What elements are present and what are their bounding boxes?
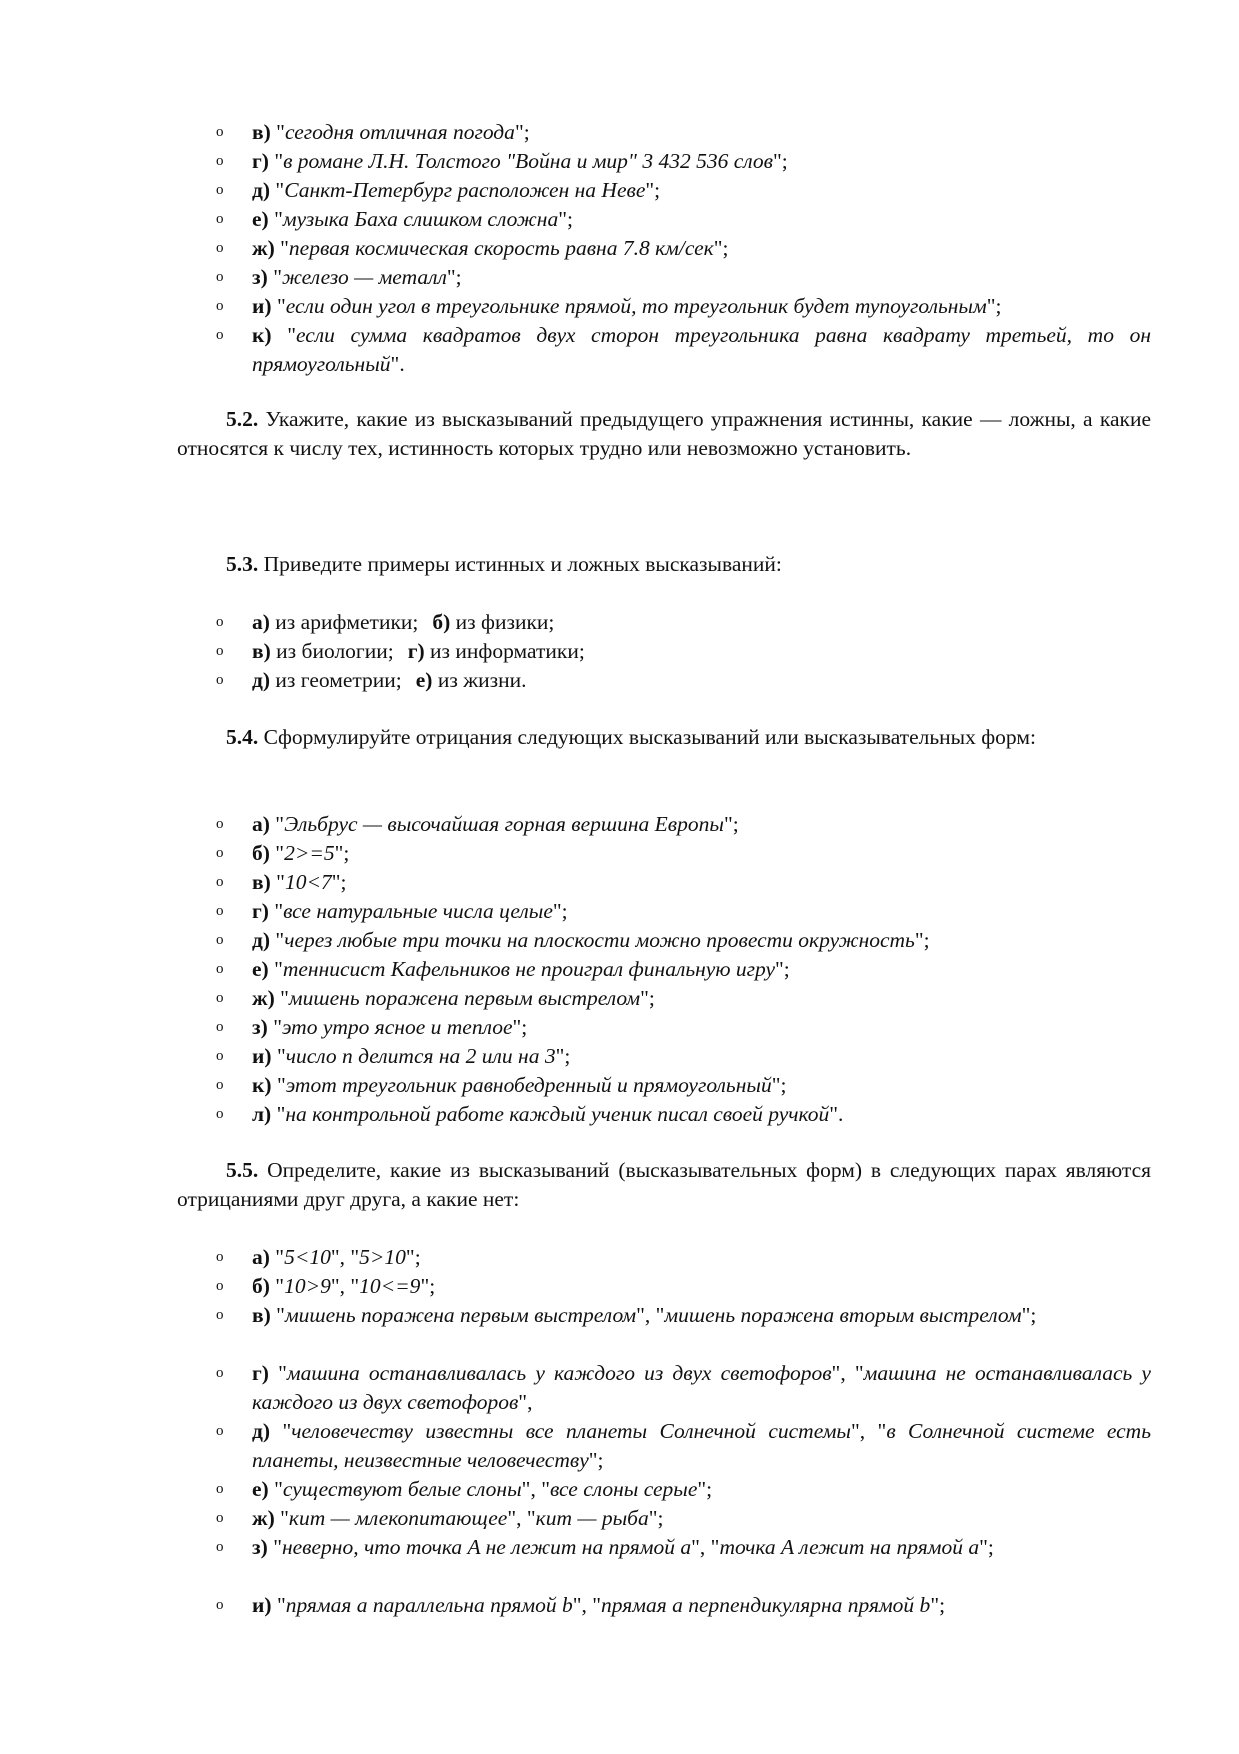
- item-letter: к): [252, 323, 272, 347]
- list-item: o е) "теннисист Кафельников не проиграл финальную игру";: [0, 955, 1239, 984]
- bullet-icon: o: [216, 1423, 224, 1439]
- item-text: из биологии;: [270, 639, 394, 663]
- exercise-5-3-list: [0, 608, 1239, 695]
- list-item: o л) "на контрольной работе каждый ученик писал своей ручкой".: [0, 1100, 1239, 1129]
- item-letter: л): [252, 1102, 272, 1126]
- list-item: o а) "Эльбрус — высочайшая горная вершина Европы";: [0, 810, 1239, 839]
- bullet-icon: o: [216, 1481, 224, 1497]
- list-item: o д) "человечеству известны все планеты Солнечной системы", "в Солнечной системе есть планеты, неизвестные человечеству";: [216, 1419, 1151, 1472]
- item-letter: г): [252, 149, 269, 173]
- item-letter: з): [252, 1015, 268, 1039]
- item-statement: неверно, что точка A не лежит на прямой a: [281, 1535, 692, 1559]
- bullet-icon: o: [216, 269, 224, 285]
- bullet-icon: o: [216, 1365, 224, 1381]
- list-item: o е) "существуют белые слоны", "все слоны серые";: [0, 1475, 1239, 1504]
- bullet-icon: o: [216, 845, 224, 861]
- list-item: [0, 608, 1239, 637]
- bullet-icon: o: [216, 1077, 224, 1093]
- item-statement: Эльбрус — высочайшая горная вершина Европы: [284, 812, 724, 836]
- item-statement: кит — рыба: [535, 1506, 649, 1530]
- item-statement: теннисист Кафельников не проиграл финальную игру: [282, 957, 776, 981]
- bullet-icon: o: [216, 1597, 224, 1613]
- item-statement: железо — металл: [281, 265, 447, 289]
- bullet-icon: o: [216, 672, 224, 688]
- item-statement: на контрольной работе каждый ученик писал своей ручкой: [285, 1102, 830, 1126]
- bullet-icon: o: [216, 211, 224, 227]
- bullet-icon: o: [216, 298, 224, 314]
- item-letter: б): [432, 610, 451, 634]
- bullet-icon: o: [216, 327, 224, 343]
- item-letter: г): [252, 1361, 269, 1385]
- list-item: o з) "железо — металл";: [0, 263, 1239, 292]
- item-letter: в): [252, 639, 271, 663]
- item-statement: число n делится на 2 или на 3: [285, 1044, 556, 1068]
- item-letter: д): [252, 1419, 271, 1443]
- item-statement: машина не останавливалась у каждого из двух светофоров: [252, 1361, 1151, 1414]
- item-statement: первая космическая скорость равна 7.8 км/сек: [288, 236, 714, 260]
- bullet-icon: o: [216, 182, 224, 198]
- item-letter: д): [252, 928, 271, 952]
- item-letter: в): [252, 1303, 271, 1327]
- item-letter: ж): [252, 236, 275, 260]
- item-statement: все слоны серые: [549, 1477, 698, 1501]
- bullet-icon: o: [216, 990, 224, 1006]
- item-statement: прямая a параллельна прямой b: [285, 1593, 573, 1617]
- list-item: o в) "сегодня отличная погода";: [0, 118, 1239, 147]
- item-letter: г): [252, 899, 269, 923]
- bullet-icon: o: [216, 1539, 224, 1555]
- item-statement: все натуральные числа целые: [283, 899, 553, 923]
- item-letter: е): [252, 957, 269, 981]
- list-item: o и) "если один угол в треугольнике прямой, то треугольник будет тупоугольным";: [0, 292, 1239, 321]
- item-letter: е): [252, 1477, 269, 1501]
- exercise-5-2: [177, 405, 1151, 463]
- bullet-icon: o: [216, 1278, 224, 1294]
- list-item: o ж) "кит — млекопитающее", "кит — рыба";: [0, 1504, 1239, 1533]
- item-letter: з): [252, 1535, 268, 1559]
- bullet-icon: o: [216, 153, 224, 169]
- item-letter: б): [252, 841, 270, 865]
- list-item: [0, 666, 1239, 695]
- list-item: o к) "этот треугольник равнобедренный и прямоугольный";: [0, 1071, 1239, 1100]
- bullet-icon: o: [216, 1307, 224, 1323]
- list-item: o д) "через любые три точки на плоскости можно провести окружность";: [0, 926, 1239, 955]
- item-letter: з): [252, 265, 268, 289]
- item-statement: в Солнечной системе есть планеты, неизвестные человечеству: [252, 1419, 1151, 1472]
- item-letter: б): [252, 1274, 270, 1298]
- item-letter: а): [252, 610, 270, 634]
- list-item: o в) "10<7";: [0, 868, 1239, 897]
- item-statement: это утро ясное и теплое: [281, 1015, 513, 1039]
- item-text: из физики;: [450, 610, 555, 634]
- item-statement: 2>=5: [284, 841, 335, 865]
- item-letter: и): [252, 1044, 272, 1068]
- item-letter: ж): [252, 1506, 275, 1530]
- bullet-icon: o: [216, 932, 224, 948]
- item-letter: и): [252, 1593, 272, 1617]
- item-statement: музыка Баха слишком сложна: [282, 207, 559, 231]
- item-letter: г): [407, 639, 425, 663]
- bullet-icon: o: [216, 874, 224, 890]
- item-statement: мишень поражена первым выстрелом: [288, 986, 641, 1010]
- bullet-icon: o: [216, 643, 224, 659]
- bullet-icon: o: [216, 816, 224, 832]
- item-statement: мишень поражена первым выстрелом: [284, 1303, 637, 1327]
- item-text: из арифметики;: [269, 610, 419, 634]
- bullet-icon: o: [216, 124, 224, 140]
- item-statement: в романе Л.Н. Толстого "Война и мир" 3 432 536 слов: [283, 149, 773, 173]
- list-item: o е) "музыка Баха слишком сложна";: [0, 205, 1239, 234]
- item-letter: а): [252, 1245, 270, 1269]
- item-statement: если сумма квадратов двух сторон треугольника равна квадрату третьей, то он прямоугольный: [252, 323, 1151, 376]
- bullet-icon: o: [216, 614, 224, 630]
- item-statement: сегодня отличная погода: [284, 120, 515, 144]
- item-statement: этот треугольник равнобедренный и прямоугольный: [285, 1073, 772, 1097]
- list-item: o з) "неверно, что точка A не лежит на прямой a", "точка A лежит на прямой a";: [0, 1533, 1239, 1591]
- bullet-icon: o: [216, 1510, 224, 1526]
- item-letter: в): [252, 870, 271, 894]
- exercise-text: Сформулируйте отрицания следующих высказываний или высказывательных форм:: [263, 725, 1036, 749]
- item-text: из информатики;: [424, 639, 585, 663]
- exercise-5-1-list: [0, 118, 1239, 379]
- exercise-5-4-list: [0, 810, 1239, 1129]
- item-statement: Санкт-Петербург расположен на Неве: [284, 178, 646, 202]
- item-statement: 5<10: [284, 1245, 331, 1269]
- bullet-icon: o: [216, 1019, 224, 1035]
- list-item: o б) "10>9", "10<=9";: [0, 1272, 1239, 1301]
- item-letter: ж): [252, 986, 275, 1010]
- bullet-icon: o: [216, 240, 224, 256]
- list-item: o и) "прямая a параллельна прямой b", "прямая a перпендикулярна прямой b";: [0, 1591, 1239, 1620]
- item-text: из геометрии;: [270, 668, 402, 692]
- item-statement: 10<7: [284, 870, 332, 894]
- exercise-5-5: [177, 1156, 1151, 1214]
- bullet-icon: o: [216, 961, 224, 977]
- item-letter: е): [415, 668, 433, 692]
- item-letter: д): [252, 178, 271, 202]
- bullet-icon: o: [216, 1106, 224, 1122]
- exercise-text: Приведите примеры истинных и ложных высказываний:: [263, 552, 782, 576]
- list-item: o ж) "мишень поражена первым выстрелом";: [0, 984, 1239, 1013]
- item-statement: прямая a перпендикулярна прямой b: [601, 1593, 931, 1617]
- item-statement: 10>9: [284, 1274, 331, 1298]
- item-statement: точка A лежит на прямой a: [719, 1535, 980, 1559]
- list-item: o ж) "первая космическая скорость равна 7.8 км/сек";: [0, 234, 1239, 263]
- list-item: o б) "2>=5";: [0, 839, 1239, 868]
- exercise-text: Определите, какие из высказываний (высказывательных форм) в следующих парах являются отрицаниями друг друга, а какие нет:: [177, 1158, 1152, 1211]
- item-statement: машина останавливалась у каждого из двух светофоров: [286, 1361, 832, 1385]
- item-letter: а): [252, 812, 270, 836]
- exercise-text: Укажите, какие из высказываний предыдущего упражнения истинны, какие — ложны, а какие относятся к числу тех, истинность которых трудно или невозможно установить.: [177, 407, 1151, 460]
- item-statement: 5>10: [359, 1245, 406, 1269]
- bullet-icon: o: [216, 1048, 224, 1064]
- exercise-5-3: [177, 550, 1151, 579]
- item-statement: человечеству известны все планеты Солнечной системы: [291, 1419, 851, 1443]
- list-item: o в) "мишень поражена первым выстрелом", "мишень поражена вторым выстрелом";: [0, 1301, 1239, 1359]
- exercise-number: 5.3.: [226, 552, 259, 576]
- item-letter: к): [252, 1073, 272, 1097]
- exercise-5-5-list: [0, 1243, 1239, 1620]
- item-statement: мишень поражена вторым выстрелом: [664, 1303, 1022, 1327]
- item-letter: в): [252, 120, 271, 144]
- list-item: o г) "в романе Л.Н. Толстого "Война и мир" 3 432 536 слов";: [0, 147, 1239, 176]
- item-letter: д): [252, 668, 271, 692]
- exercise-number: 5.4.: [226, 725, 259, 749]
- list-item: o г) "машина останавливалась у каждого из двух светофоров", "машина не останавливалась у каждого из двух светофоров",: [216, 1361, 1151, 1414]
- exercise-number: 5.5.: [226, 1158, 259, 1182]
- list-item: o и) "число n делится на 2 или на 3";: [0, 1042, 1239, 1071]
- exercise-number: 5.2.: [226, 407, 259, 431]
- exercise-5-4: [177, 723, 1151, 752]
- list-item: o к) "если сумма квадратов двух сторон треугольника равна квадрату третьей, то он прямоугольный".: [216, 323, 1151, 376]
- list-item: o д) "Санкт-Петербург расположен на Неве";: [0, 176, 1239, 205]
- list-item: [0, 637, 1239, 666]
- item-statement: кит — млекопитающее: [288, 1506, 508, 1530]
- list-item: o г) "все натуральные числа целые";: [0, 897, 1239, 926]
- bullet-icon: o: [216, 1249, 224, 1265]
- item-text: из жизни.: [432, 668, 527, 692]
- bullet-icon: o: [216, 903, 224, 919]
- item-statement: через любые три точки на плоскости можно провести окружность: [284, 928, 915, 952]
- item-statement: 10<=9: [359, 1274, 421, 1298]
- item-statement: если один угол в треугольнике прямой, то треугольник будет тупоугольным: [285, 294, 987, 318]
- item-letter: и): [252, 294, 272, 318]
- list-item: o а) "5<10", "5>10";: [0, 1243, 1239, 1272]
- item-statement: существуют белые слоны: [282, 1477, 522, 1501]
- item-letter: е): [252, 207, 269, 231]
- list-item: o з) "это утро ясное и теплое";: [0, 1013, 1239, 1042]
